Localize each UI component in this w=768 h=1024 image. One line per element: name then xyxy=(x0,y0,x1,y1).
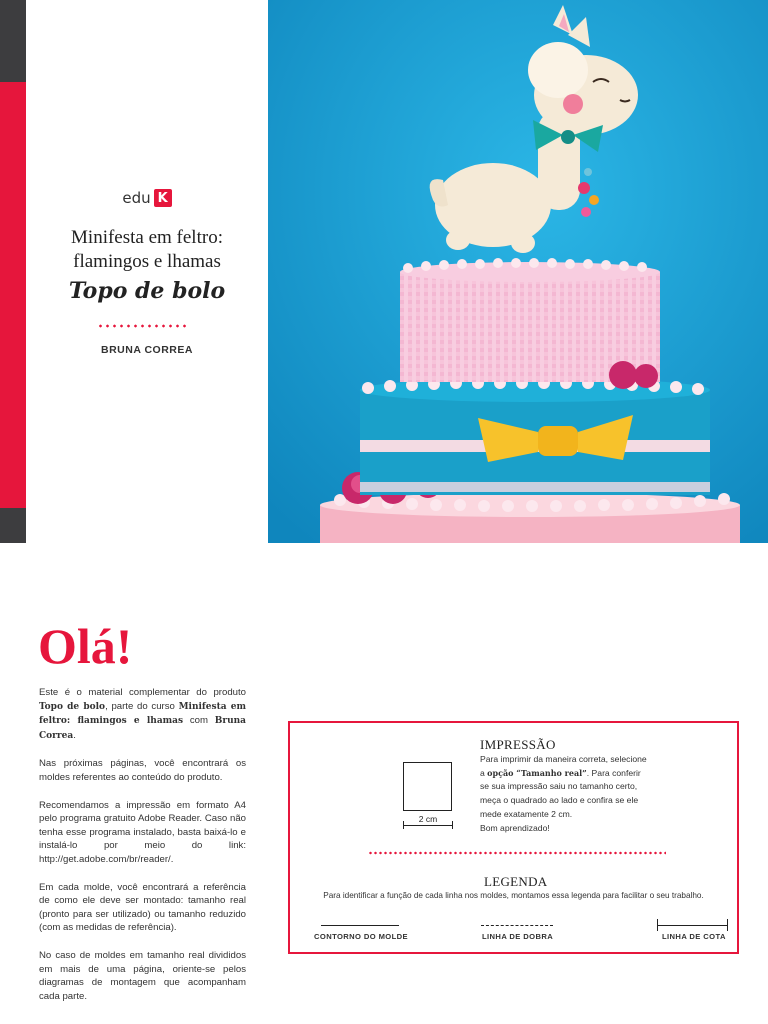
intro-text xyxy=(39,686,246,1017)
course-title xyxy=(26,226,268,274)
intro-paragraph-1 xyxy=(39,686,246,743)
reference-square xyxy=(403,762,452,811)
course-title-line2: flamingos e lhamas xyxy=(73,251,221,272)
product-name: Topo de bolo xyxy=(39,701,106,712)
dimension-tick-right xyxy=(727,919,728,931)
p1-text: , parte do curso xyxy=(105,700,179,712)
contour-line-sample xyxy=(321,925,399,926)
dimension-line-sample xyxy=(657,925,728,926)
eduk-logo xyxy=(26,189,268,207)
intro-paragraph-5: No caso de moldes em tamanho real divididos em mais de uma página, oriente-se pelos diagramas de montagem que acompanham cada parte. xyxy=(39,949,246,1002)
p1-text: Este é o material complementar do produto xyxy=(39,687,246,698)
llama-cake-photo xyxy=(268,0,768,543)
course-name: Minifesta em feltro: flamingos e lhamas xyxy=(39,701,247,727)
intro-paragraph-3: Recomendamos a impressão em formato A4 pelo programa gratuito Adobe Reader. Caso não tenha esse programa instalado, basta baixá-lo e instalá-lo por meio do link: http://get.adobe.com/br/reader/. xyxy=(39,799,246,865)
imp-option: opção “Tamanho real” xyxy=(487,767,587,778)
logo-text: edu xyxy=(122,189,151,207)
imp-text-a: Para imprimir da maneira correta, selecione a xyxy=(480,754,647,778)
side-bar-accent xyxy=(0,82,26,508)
dotted-divider xyxy=(97,324,187,328)
author-name: BRUNA CORREA xyxy=(101,344,193,356)
intro-paragraph-2: Nas próximas páginas, você encontrará os moldes referentes ao conteúdo do produto. xyxy=(39,758,246,783)
product-title: Topo de bolo xyxy=(68,278,226,304)
dimension-label: 2 cm xyxy=(418,814,438,824)
impressao-text xyxy=(480,753,650,835)
dotted-divider-box xyxy=(368,851,666,855)
dimension-tick-left xyxy=(657,919,658,931)
intro-paragraph-4: Em cada molde, você encontrará a referência de como ele deve ser montado: tamanho real (pronto para ser utilizado) ou tamanho reduzido (com as medidas de referência). xyxy=(39,881,246,934)
p1-text: com xyxy=(183,715,215,727)
imp-text-d: Bom aprendizado! xyxy=(480,822,550,833)
instructor-name: Bruna Correa xyxy=(39,716,246,741)
logo-k-mark: K xyxy=(154,189,172,207)
legenda-title: LEGENDA xyxy=(484,874,548,889)
fold-line-sample xyxy=(481,925,553,926)
dimension-label-wrap xyxy=(403,814,453,824)
side-bar-bottom xyxy=(0,508,26,543)
impressao-title: IMPRESSÃO xyxy=(480,737,556,752)
legend-label-fold: LINHA DE DOBRA xyxy=(482,932,554,941)
legenda-description: Para identificar a função de cada linha nos moldes, montamos essa legenda para facilitar o seu trabalho. xyxy=(323,891,704,900)
legend-label-contour: CONTORNO DO MOLDE xyxy=(314,932,408,941)
cover-panel xyxy=(26,0,268,543)
p1-text: . xyxy=(73,729,76,741)
intro-heading: Olá! xyxy=(38,618,133,674)
imp-text-c: . Para conferir se sua impressão saiu no tamanho certo, meça o quadrado ao lado e confira se ele mede exatamente 2 cm. xyxy=(480,767,641,819)
print-info-box xyxy=(288,721,739,954)
legend-label-dimension: LINHA DE COTA xyxy=(662,932,726,941)
course-title-line1: Minifesta em feltro: xyxy=(71,227,223,248)
side-bar-top xyxy=(0,0,26,82)
